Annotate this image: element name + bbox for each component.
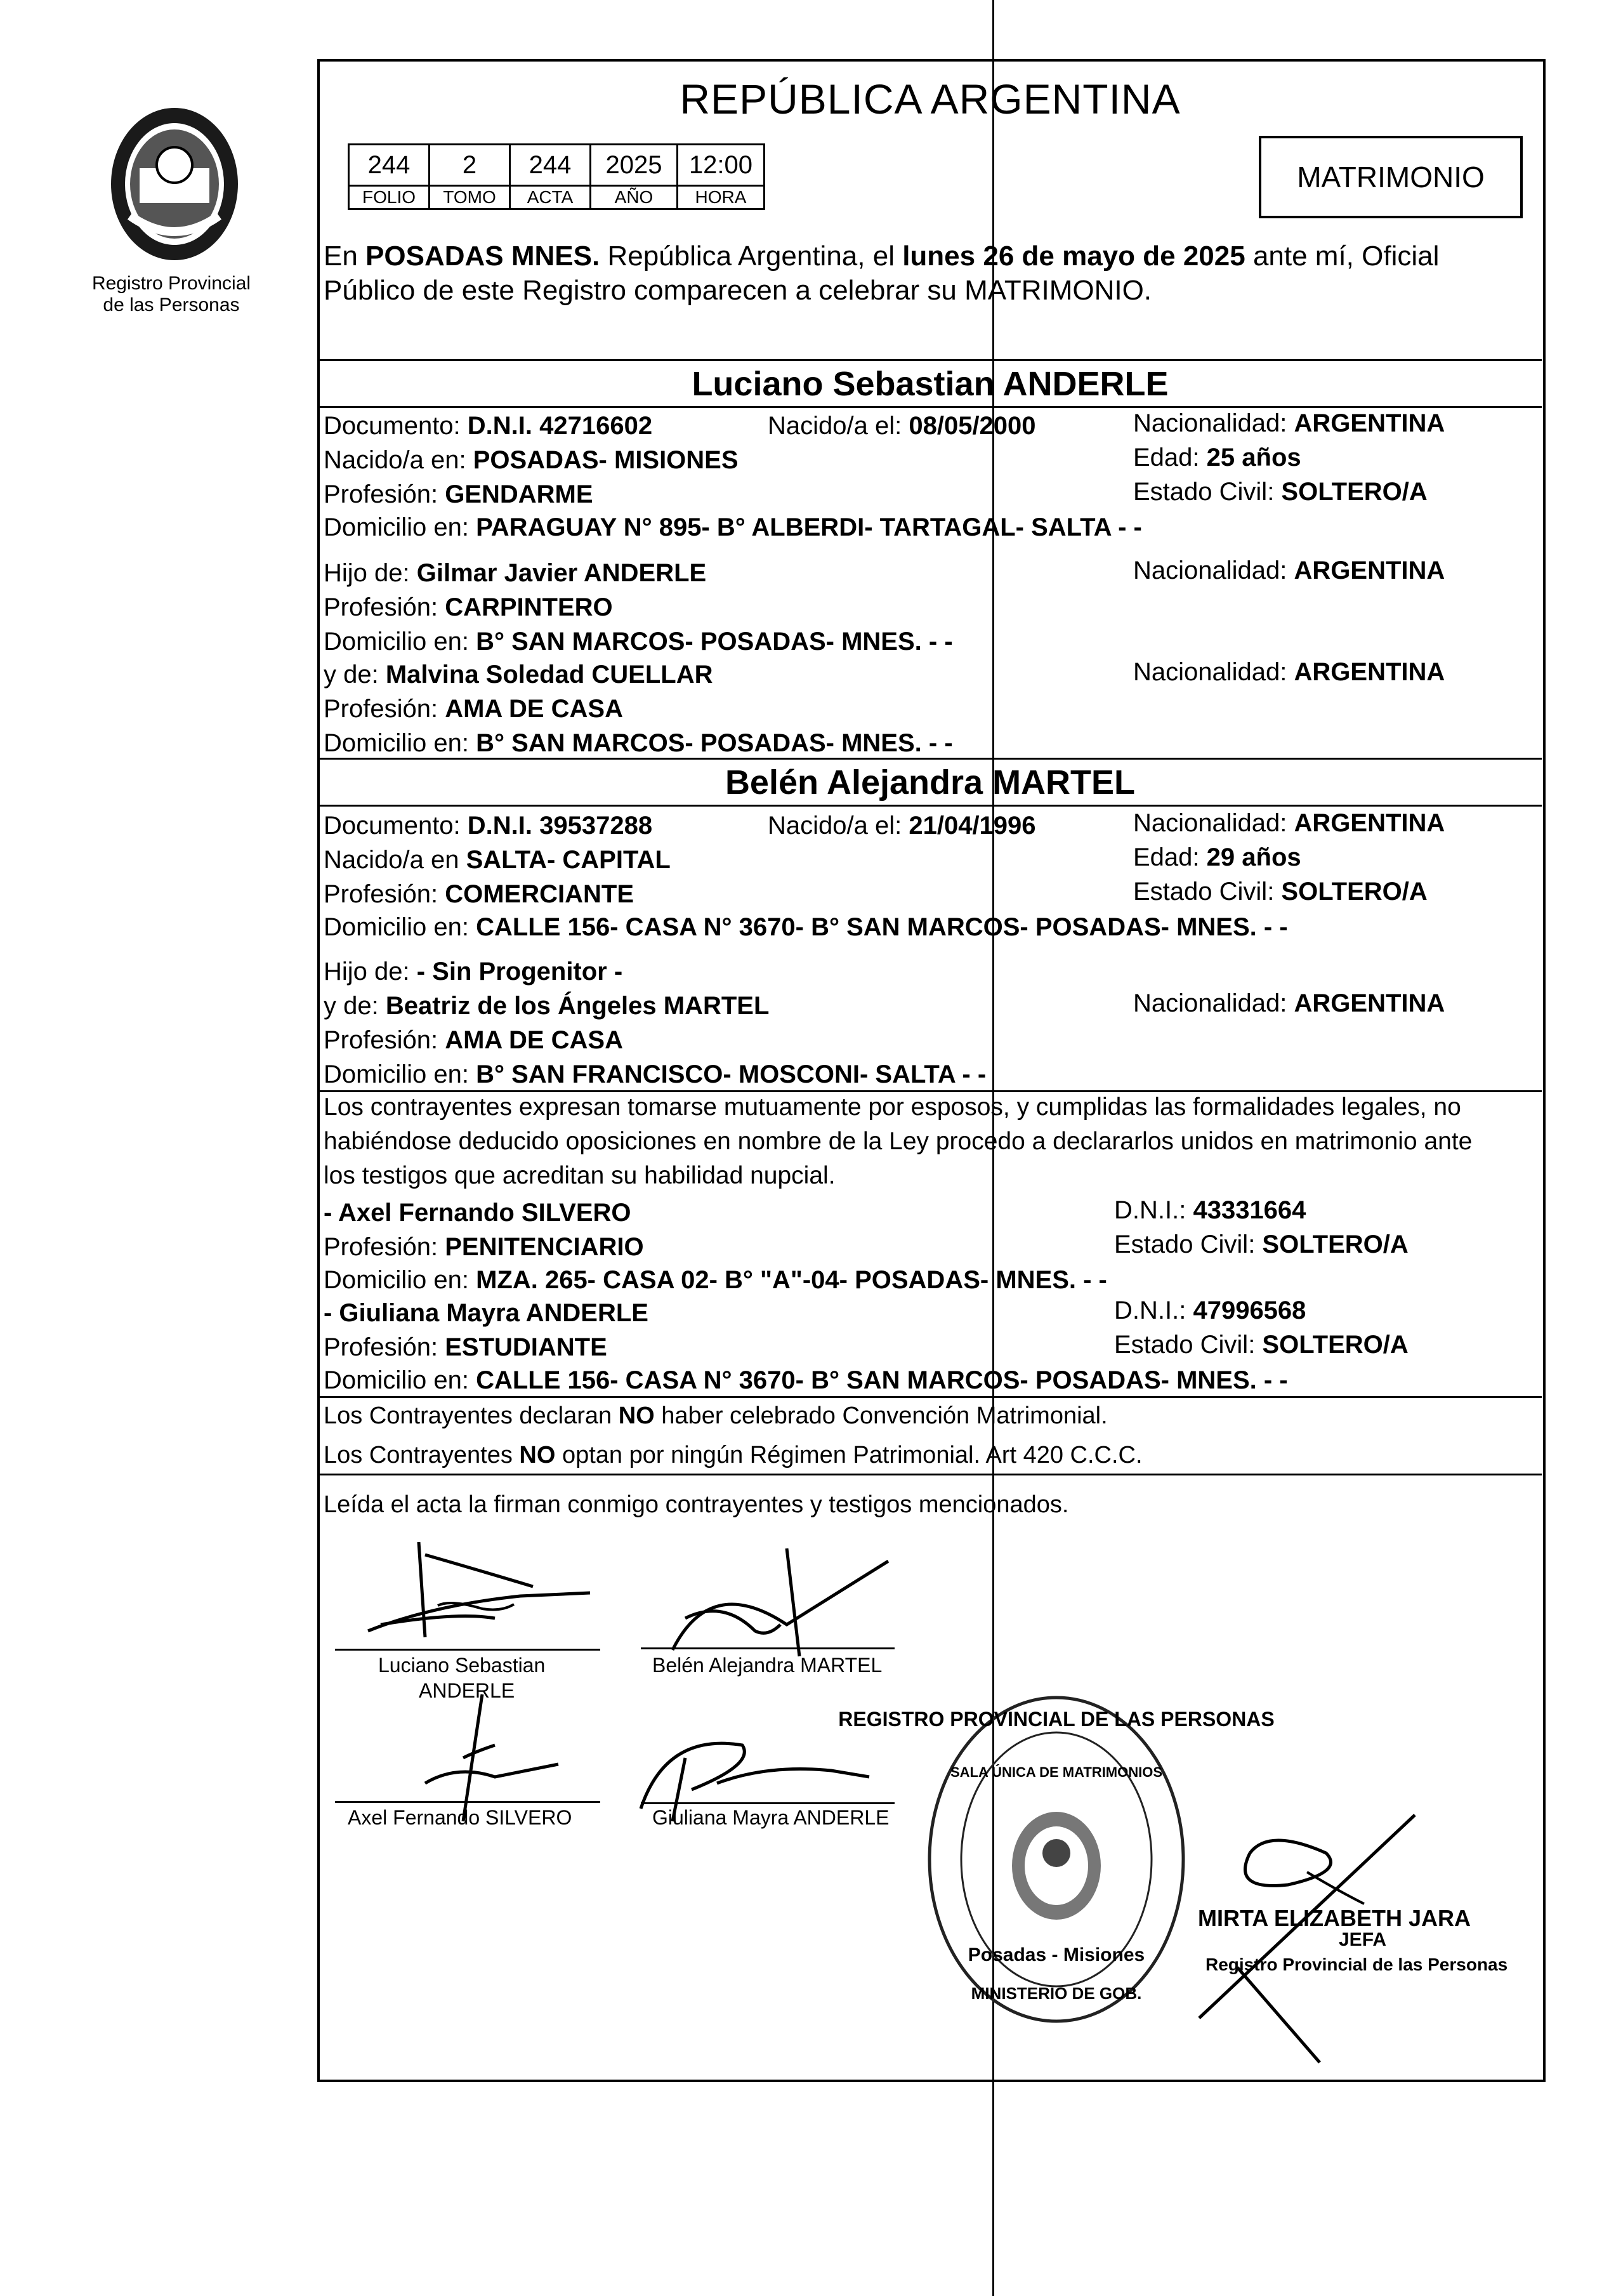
acta-value: 244 [510, 145, 591, 186]
bride-document: Documento: D.N.I. 39537288 [324, 812, 653, 840]
witness-2-signature-line [641, 1802, 895, 1804]
divider [317, 406, 1542, 408]
groom-address: Domicilio en: PARAGUAY N° 895- B° ALBERDI- TARTAGAL- SALTA - - [324, 513, 1142, 541]
stamp-bottom-text: Posadas - Misiones [968, 1944, 1145, 1965]
bride-age: Edad: 29 años [1133, 843, 1301, 871]
ano-value: 2025 [591, 145, 678, 186]
bride-born-on: Nacido/a el: 21/04/1996 [768, 812, 1036, 840]
witness-1-civil-status: Estado Civil: SOLTERO/A [1114, 1230, 1409, 1258]
bride-mother-address: Domicilio en: B° SAN FRANCISCO- MOSCONI- SALTA - - [324, 1060, 987, 1088]
groom-signature [330, 1529, 609, 1656]
logo-caption-line1: Registro Provincial [91, 273, 251, 294]
act-type-box: MATRIMONIO [1259, 136, 1523, 218]
declaration-line-1: Los contrayentes expresan tomarse mutuamente por esposos, y cumplidas las formalidades legales, no [324, 1093, 1461, 1121]
groom-mother-nationality: Nacionalidad: ARGENTINA [1133, 658, 1445, 686]
official-stamp [838, 1688, 1275, 2031]
logo-caption [76, 273, 266, 316]
groom-born-in: Nacido/a en: POSADAS- MISIONES [324, 446, 739, 474]
stamp-outer-text: REGISTRO PROVINCIAL DE LAS PERSONAS [838, 1708, 1275, 1731]
seal-text [95, 95, 103, 96]
groom-mother-profession: Profesión: AMA DE CASA [324, 695, 623, 723]
official-title: JEFA [1339, 1929, 1387, 1950]
hora-value: 12:00 [678, 145, 765, 186]
tomo-value: 2 [430, 145, 510, 186]
bride-mother-nationality: Nacionalidad: ARGENTINA [1133, 989, 1445, 1017]
page-title: REPÚBLICA ARGENTINA [680, 76, 1181, 122]
divider [317, 758, 1542, 760]
divider [317, 1396, 1542, 1398]
groom-document: Documento: D.N.I. 42716602 [324, 412, 653, 440]
bride-father: Hijo de: - Sin Progenitor - [324, 958, 623, 986]
official-organization: Registro Provincial de las Personas [1205, 1955, 1508, 1974]
stamp-inner-text: SALA ÚNICA DE MATRIMONIOS [950, 1764, 1163, 1780]
groom-mother: y de: Malvina Soledad CUELLAR [324, 661, 713, 689]
hora-label: HORA [678, 186, 765, 209]
convention-line-1: Los Contrayentes declaran NO haber celebrado Convención Matrimonial. [324, 1402, 1108, 1429]
intro-line-1: En POSADAS MNES. República Argentina, el lunes 26 de mayo de 2025 ante mí, Oficial [324, 241, 1440, 272]
witness-1-signature-line [335, 1801, 600, 1803]
bride-name-heading: Belén Alejandra MARTEL [725, 763, 1136, 802]
groom-signature-name-1: Luciano Sebastian [378, 1654, 546, 1677]
bride-born-in: Nacido/a en SALTA- CAPITAL [324, 846, 671, 874]
groom-father-profession: Profesión: CARPINTERO [324, 593, 613, 621]
witness-2-civil-status: Estado Civil: SOLTERO/A [1114, 1331, 1409, 1359]
groom-born-on: Nacido/a el: 08/05/2000 [768, 412, 1036, 440]
witness-1-signature-name: Axel Fernando SILVERO [348, 1806, 572, 1829]
groom-profession: Profesión: GENDARME [324, 480, 593, 508]
witness-1-name: - Axel Fernando SILVERO [324, 1199, 631, 1227]
bride-signature [634, 1536, 901, 1663]
divider [317, 805, 1542, 807]
acta-label: ACTA [510, 186, 591, 209]
divider [317, 1474, 1542, 1475]
witness-2-name: - Giuliana Mayra ANDERLE [324, 1299, 648, 1327]
folio-label: FOLIO [349, 186, 430, 209]
groom-signature-line [335, 1649, 600, 1651]
witness-2-signature-name: Giuliana Mayra ANDERLE [652, 1806, 890, 1829]
folio-value: 244 [349, 145, 430, 186]
groom-father: Hijo de: Gilmar Javier ANDERLE [324, 559, 707, 587]
closing-statement: Leída el acta la firman conmigo contrayentes y testigos mencionados. [324, 1491, 1069, 1518]
divider [317, 359, 1542, 361]
groom-nationality: Nacionalidad: ARGENTINA [1133, 409, 1445, 437]
witness-2-address: Domicilio en: CALLE 156- CASA N° 3670- B° SAN MARCOS- POSADAS- MNES. - - [324, 1366, 1288, 1394]
stamp-ministry-text: MINISTERIO DE GOB. [971, 1984, 1142, 2003]
groom-mother-address: Domicilio en: B° SAN MARCOS- POSADAS- MNES. - - [324, 729, 953, 757]
groom-civil-status: Estado Civil: SOLTERO/A [1133, 478, 1428, 506]
bride-mother-profession: Profesión: AMA DE CASA [324, 1026, 623, 1054]
witness-1-dni: D.N.I.: 43331664 [1114, 1196, 1306, 1224]
declaration-line-3: los testigos que acreditan su habilidad nupcial. [324, 1162, 836, 1189]
groom-age: Edad: 25 años [1133, 444, 1301, 472]
groom-signature-name-2: ANDERLE [419, 1679, 515, 1702]
witness-2-dni: D.N.I.: 47996568 [1114, 1296, 1306, 1324]
province-seal-logo [95, 95, 254, 279]
registry-table [348, 143, 765, 210]
bride-civil-status: Estado Civil: SOLTERO/A [1133, 878, 1428, 906]
witness-1-address: Domicilio en: MZA. 265- CASA 02- B° "A"-04- POSADAS- MNES. - - [324, 1266, 1107, 1294]
witness-2-profession: Profesión: ESTUDIANTE [324, 1333, 607, 1361]
witness-1-profession: Profesión: PENITENCIARIO [324, 1233, 644, 1261]
bride-profession: Profesión: COMERCIANTE [324, 880, 634, 908]
official-name: MIRTA ELIZABETH JARA [1198, 1905, 1471, 1931]
divider [317, 1090, 1542, 1092]
groom-father-address: Domicilio en: B° SAN MARCOS- POSADAS- MNES. - - [324, 628, 953, 656]
groom-father-nationality: Nacionalidad: ARGENTINA [1133, 557, 1445, 584]
tomo-label: TOMO [430, 186, 510, 209]
logo-caption-line2: de las Personas [103, 294, 240, 315]
declaration-line-2: habiéndose deducido oposiciones en nombre de la Ley procedo a declararlos unidos en matrimonio ante [324, 1128, 1473, 1155]
intro-line-2: Público de este Registro comparecen a celebrar su MATRIMONIO. [324, 275, 1152, 306]
bride-signature-line [641, 1647, 895, 1649]
ano-label: AÑO [591, 186, 678, 209]
groom-name-heading: Luciano Sebastian ANDERLE [692, 365, 1169, 403]
bride-signature-name: Belén Alejandra MARTEL [652, 1654, 883, 1677]
convention-line-2: Los Contrayentes NO optan por ningún Régimen Patrimonial. Art 420 C.C.C. [324, 1442, 1143, 1468]
bride-mother: y de: Beatriz de los Ángeles MARTEL [324, 992, 770, 1020]
bride-address: Domicilio en: CALLE 156- CASA N° 3670- B° SAN MARCOS- POSADAS- MNES. - - [324, 913, 1288, 941]
bride-nationality: Nacionalidad: ARGENTINA [1133, 809, 1445, 837]
